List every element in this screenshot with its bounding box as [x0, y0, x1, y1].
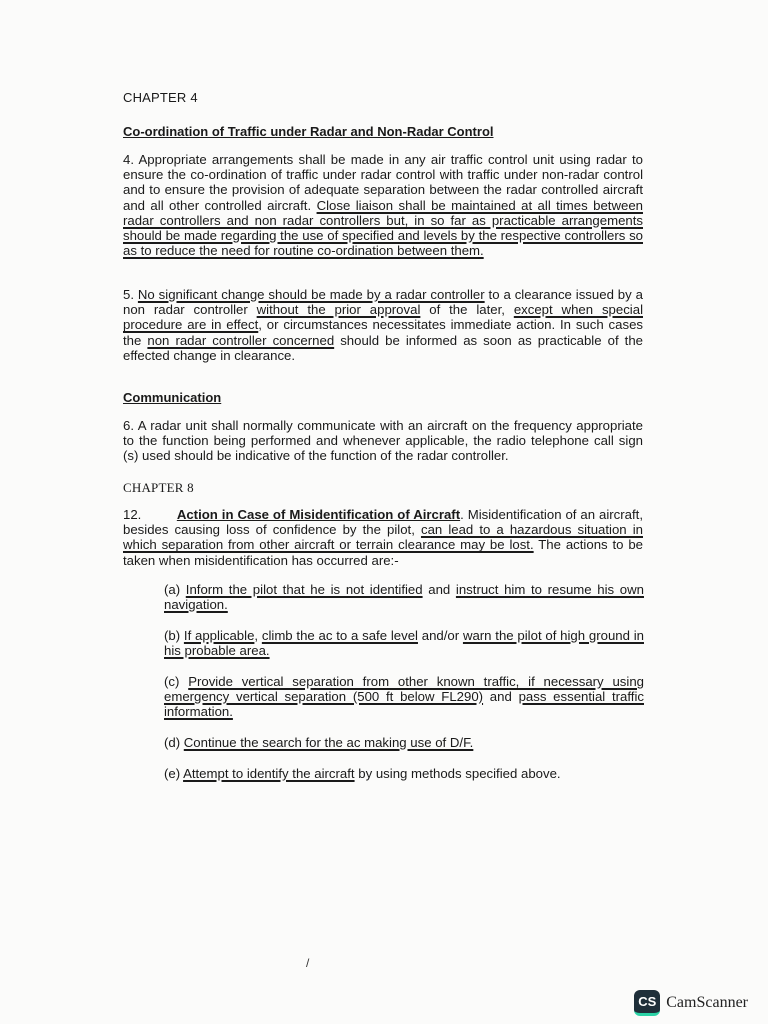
item-b-prefix: (b) — [164, 628, 184, 643]
paragraph-5-number: 5. — [123, 287, 138, 302]
paragraph-12-text-2: The actions to be taken when misidentification has occurred are:- — [123, 537, 643, 568]
item-b-underline-3: warn the pilot of high ground in his probable area. — [164, 628, 644, 659]
camscanner-watermark — [634, 990, 748, 1016]
paragraph-5-text-1: to a clearance issued by a non radar controller — [123, 287, 643, 318]
paragraph-5-underline-4: non radar controller concerned — [147, 332, 335, 348]
item-e-prefix: (e) — [164, 766, 184, 781]
paragraph-4-text: 4. Appropriate arrangements shall be made in any air traffic control unit using radar to ensure the co-ordination of traffic under radar control with traffic under non-radar control and to ensure the provision of adequate separation between the radar controlled aircraft and all other controlled aircraft. — [123, 152, 643, 213]
paragraph-4 — [123, 152, 643, 258]
paragraph-5-underline-2: without the prior approval — [256, 302, 421, 318]
paragraph-5-underline-1: No significant change should be made by a radar controller — [137, 287, 485, 302]
item-b-text-2: and/or — [417, 628, 463, 643]
item-a-prefix: (a) — [164, 582, 186, 597]
paragraph-12-number: 12. — [123, 507, 142, 522]
chapter-8-label: CHAPTER 8 — [123, 480, 194, 495]
paragraph-6-text: 6. A radar unit shall normally communicate with an aircraft on the frequency appropriate to the function being performed and whenever applicable, the radio telephone call sign (s) used should be indicative of the function of the radar controller. — [123, 418, 643, 464]
item-a-text: and — [422, 582, 456, 597]
item-e-text: by using methods specified above. — [354, 766, 561, 781]
paragraph-6 — [123, 418, 643, 464]
item-c-text: and — [483, 689, 519, 705]
item-c-underline-1: Provide vertical separation from other known traffic, if necessary using emergency vertical separation (500 ft below FL290) — [164, 674, 644, 705]
paragraph-12-text-1: . Misidentification of an aircraft, besides causing loss of confidence by the pilot, — [123, 507, 643, 538]
paragraph-5-underline-3: except when special procedure are in effect — [123, 302, 643, 333]
heading-communication: Communication — [123, 390, 222, 405]
item-b-underline-2: climb the ac to a safe level — [261, 628, 418, 643]
paragraph-12-underline: can lead to a hazardous situation in which separation from other aircraft or terrain clearance may be lost. — [123, 522, 643, 553]
heading-coordination: Co-ordination of Traffic under Radar and Non-Radar Control — [123, 124, 494, 139]
item-e-underline: Attempt to identify the aircraft — [183, 766, 355, 781]
list-item-c — [164, 674, 644, 720]
paragraph-12-title: Action in Case of Misidentification of Aircraft — [176, 507, 461, 522]
pen-mark: / — [306, 956, 310, 970]
item-c-underline-2: pass essential traffic information. — [164, 689, 644, 720]
item-d-underline: Continue the search for the ac making use of D/F. — [183, 735, 474, 750]
list-item-e — [164, 766, 644, 781]
paragraph-5 — [123, 287, 643, 363]
list-item-a — [164, 582, 644, 612]
paragraph-5-text-4: should be informed as soon as practicable of the effected change in clearance. — [123, 332, 643, 363]
item-c-prefix: (c) — [164, 674, 189, 689]
list-item-b — [164, 628, 644, 658]
paragraph-5-text-3: , or circumstances necessitates immediate action. In such cases the — [123, 317, 643, 348]
item-a-underline-2: instruct him to resume his own navigation. — [164, 582, 644, 613]
camscanner-logo-icon: CS — [634, 990, 660, 1016]
paragraph-5-text-2: of the later, — [420, 302, 514, 318]
paragraph-4-underlined: Close liaison shall be maintained at all times between radar controllers and non radar controllers but, in so far as practicable arrangements should be made regarding the use of specified and levels by the respective controllers so as to reduce the need for routine co-ordination between them. — [123, 197, 643, 259]
item-b-text-1: , — [254, 628, 262, 643]
list-item-d — [164, 735, 644, 750]
item-b-underline-1: If applicable — [183, 628, 255, 643]
item-d-prefix: (d) — [164, 735, 184, 750]
paragraph-12 — [123, 507, 643, 568]
camscanner-name: CamScanner — [666, 994, 748, 1011]
chapter-4-label: CHAPTER 4 — [123, 90, 198, 105]
item-a-underline-1: Inform the pilot that he is not identified — [185, 582, 423, 597]
